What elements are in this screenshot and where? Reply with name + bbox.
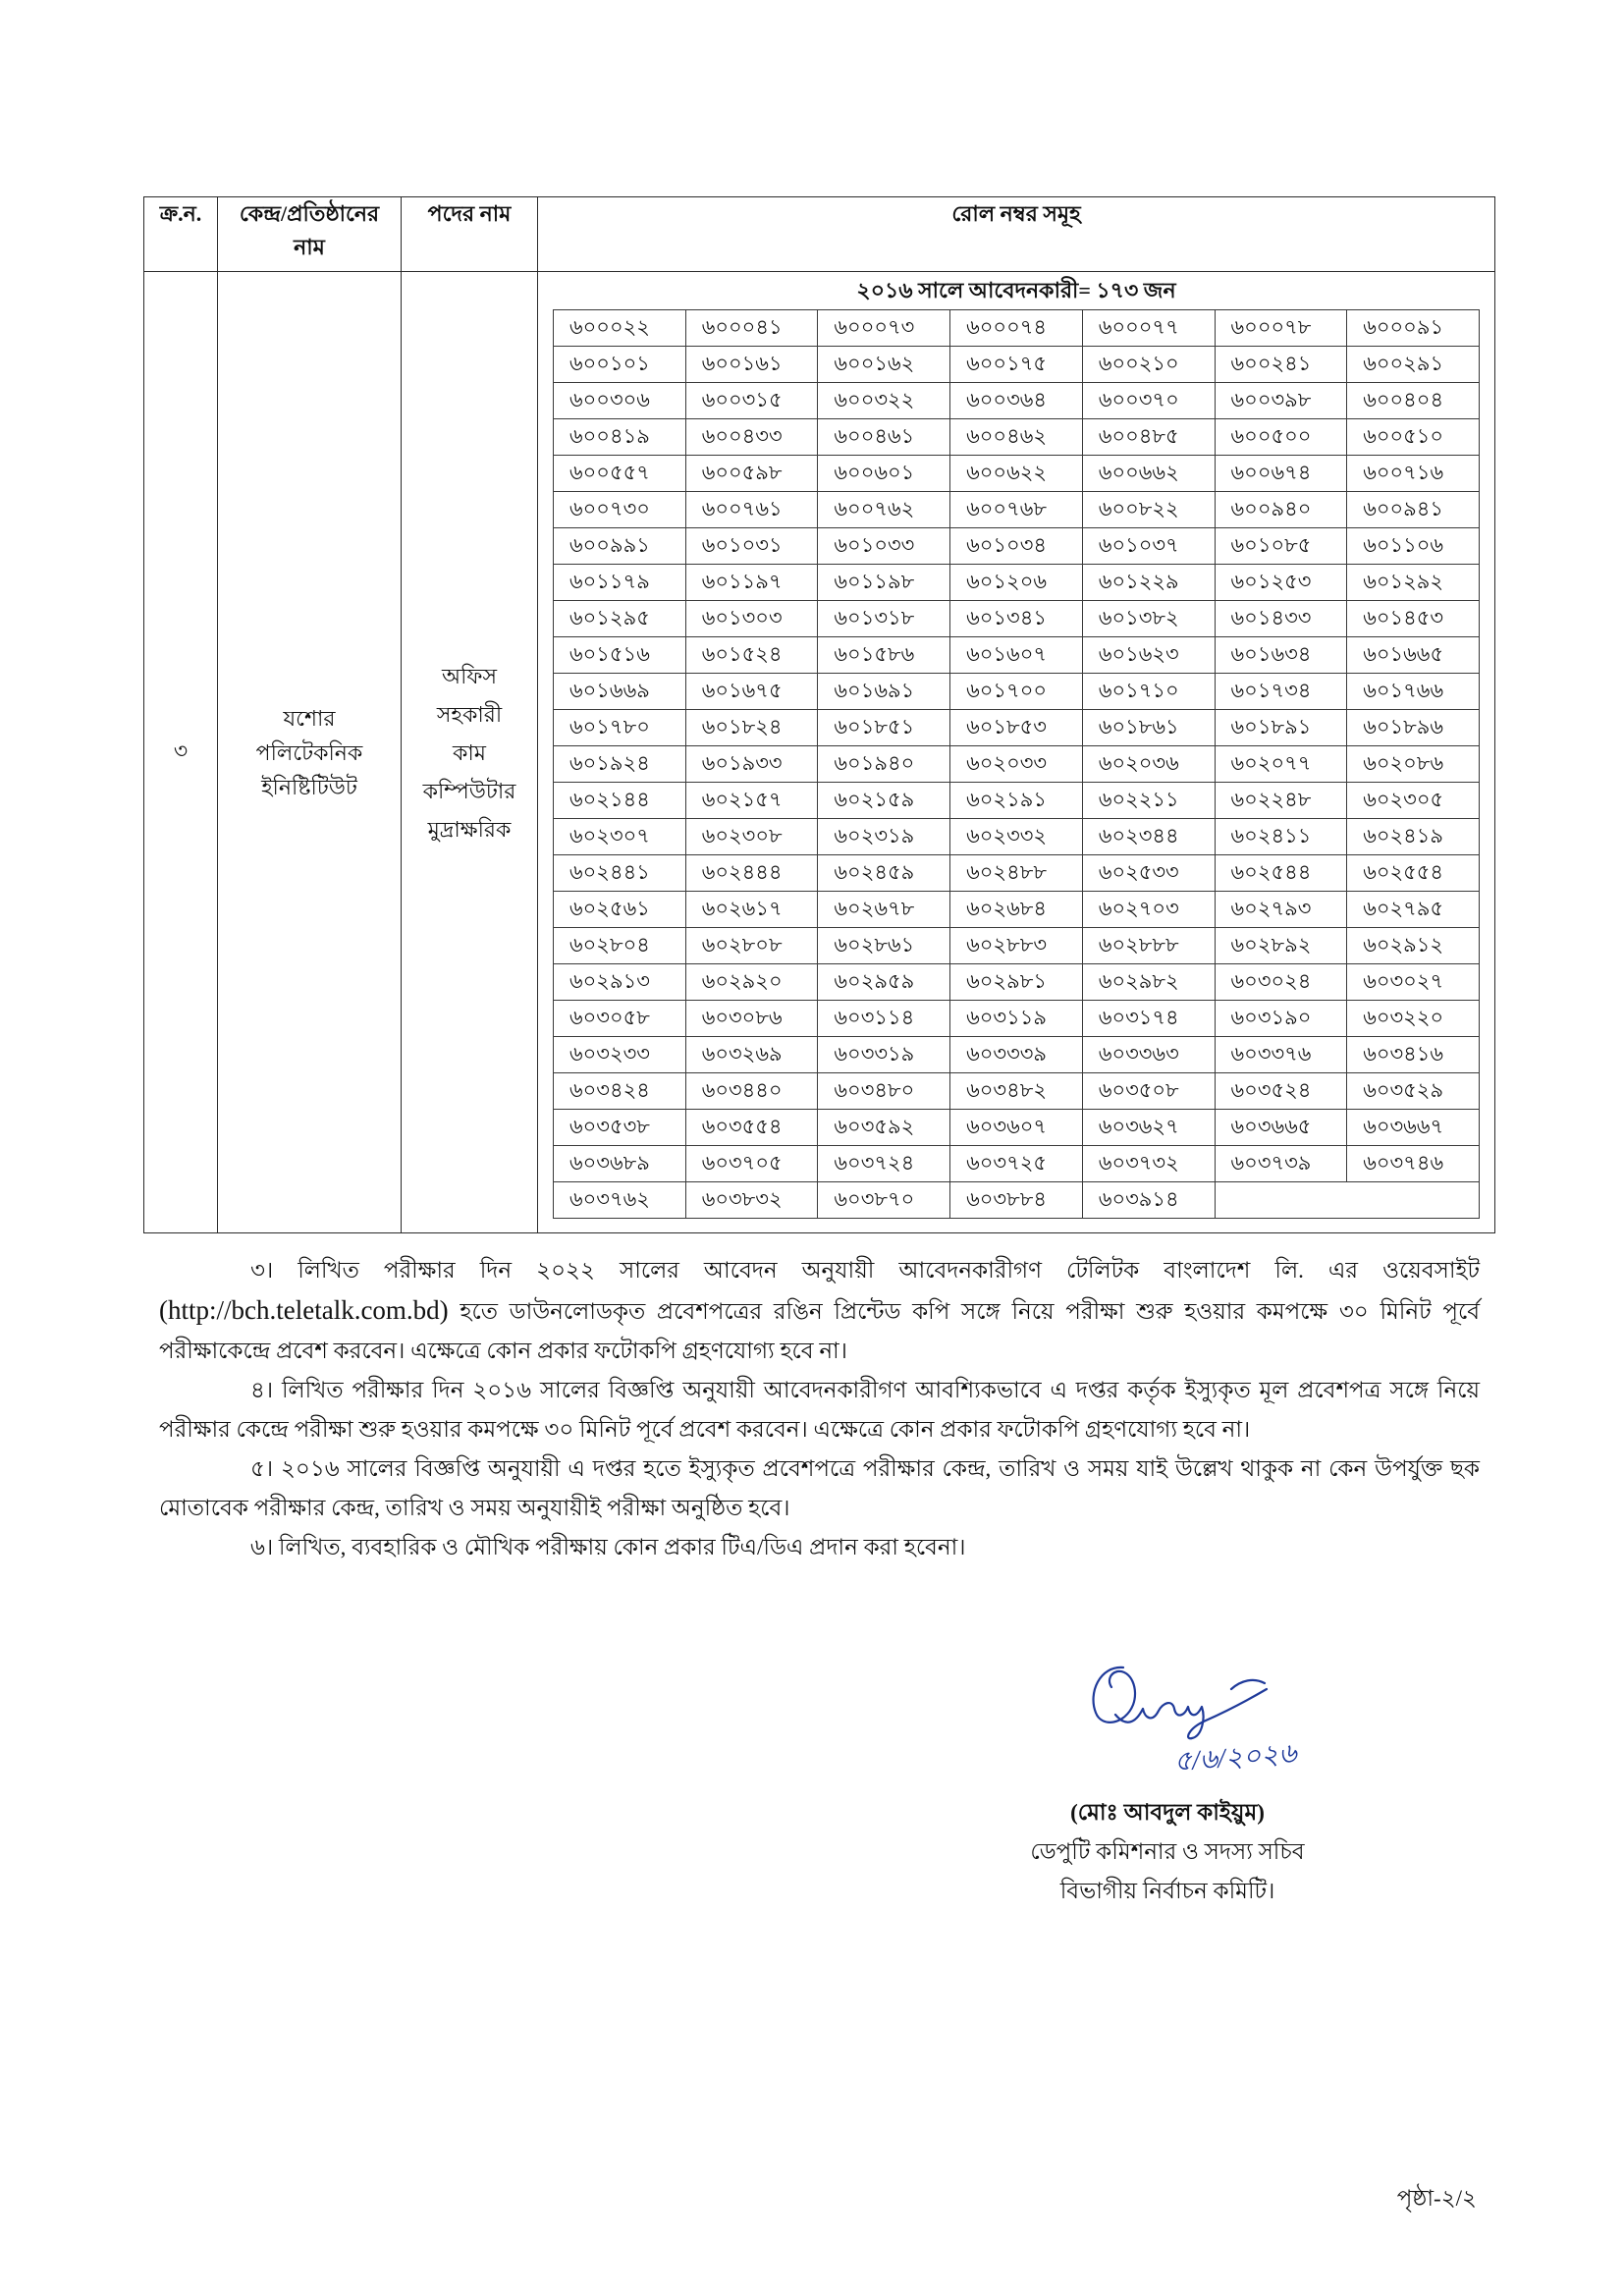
roll-number-cell: ৬০২৩০৫: [1347, 783, 1480, 819]
roll-number-row: [554, 1073, 1480, 1110]
roll-number-cell: ৬০২৩৩২: [950, 819, 1083, 855]
roll-number-cell: ৬০৩৫০৮: [1082, 1073, 1215, 1110]
roll-number-cell: ৬০৩৮৩২: [685, 1182, 818, 1219]
roll-number-cell: ৬০০০৭৮: [1215, 310, 1347, 347]
roll-number-cell: ৬০৩৩৭৬: [1215, 1037, 1347, 1073]
roll-number-cell: ৬০০৭৬২: [818, 492, 950, 528]
roll-number-cell: ৬০১৬০৭: [950, 637, 1083, 674]
roll-number-cell: ৬০০০৪১: [685, 310, 818, 347]
roll-number-cell: ৬০৩০২৭: [1347, 964, 1480, 1001]
roll-number-cell: ৬০১৬৭৫: [685, 674, 818, 710]
roll-number-cell: ৬০০৪৮৫: [1082, 419, 1215, 456]
signature-stroke: [1115, 1689, 1267, 1738]
roll-number-cell: ৬০২৬১৭: [685, 892, 818, 928]
roll-number-cell: ৬০১১৯৮: [818, 565, 950, 601]
roll-number-empty-cell: [1215, 1182, 1479, 1219]
roll-number-cell: ৬০১৭৮০: [554, 710, 686, 746]
roll-number-cell: ৬০০৯৯১: [554, 528, 686, 565]
roll-number-cell: ৬০০৪১৯: [554, 419, 686, 456]
roll-number-cell: ৬০২৯১২: [1347, 928, 1480, 964]
signatory-designation: ডেপুটি কমিশনার ও সদস্য সচিব: [1030, 1839, 1305, 1864]
center-name: [218, 272, 402, 1233]
roll-number-cell: ৬০১৭১০: [1082, 674, 1215, 710]
roll-number-cell: ৬০০৩০৬: [554, 383, 686, 419]
roll-number-cell: ৬০০০৭৪: [950, 310, 1083, 347]
roll-number-cell: ৬০২৮০৪: [554, 928, 686, 964]
roll-number-row: [554, 310, 1480, 347]
roll-number-cell: ৬০৩৪১৬: [1347, 1037, 1480, 1073]
roll-number-cell: ৬০৩৫২৪: [1215, 1073, 1347, 1110]
roll-number-cell: ৬০২৪৫৯: [818, 855, 950, 892]
roll-number-cell: ৬০১২২৯: [1082, 565, 1215, 601]
signature-stroke: [1094, 1667, 1135, 1722]
roll-number-cell: ৬০১৮৫৩: [950, 710, 1083, 746]
roll-number-row: [554, 746, 1480, 783]
roll-number-cell: ৬০০৬২২: [950, 456, 1083, 492]
roll-number-cell: ৬০২৮০৮: [685, 928, 818, 964]
roll-number-row: [554, 928, 1480, 964]
applicants-heading: ২০১৬ সালে আবেদনকারী= ১৭৩ জন: [856, 278, 1176, 302]
roll-number-cell: ৬০১৮৯৬: [1347, 710, 1480, 746]
post-name-line: মুদ্রাক্ষরিক: [427, 816, 512, 842]
roll-number-cell: ৬০৩৬৮৯: [554, 1146, 686, 1182]
roll-number-cell: ৬০১৫৮৬: [818, 637, 950, 674]
roll-number-cell: ৬০২৯৮২: [1082, 964, 1215, 1001]
roll-number-cell: ৬০১৯৩৩: [685, 746, 818, 783]
roll-number-cell: ৬০৩৮৭০: [818, 1182, 950, 1219]
header-center-name-line: কেন্দ্র/প্রতিষ্ঠানের: [239, 201, 380, 226]
header-roll-numbers: রোল নম্বর সমূহ: [538, 197, 1495, 272]
roll-number-cell: ৬০৩৬০৭: [950, 1110, 1083, 1146]
roll-number-cell: ৬০১৬২৩: [1082, 637, 1215, 674]
roll-number-cell: ৬০১১০৬: [1347, 528, 1480, 565]
roll-number-cell: ৬০১০৩৪: [950, 528, 1083, 565]
post-name-line: কাম: [453, 739, 486, 765]
roll-number-cell: ৬০৩৫২৯: [1347, 1073, 1480, 1110]
header-serial: ক্র.ন.: [144, 197, 218, 272]
roll-number-cell: ৬০১২৫৩: [1215, 565, 1347, 601]
roll-number-cell: ৬০২৯২০: [685, 964, 818, 1001]
roll-number-cell: ৬০১৩৮২: [1082, 601, 1215, 637]
roll-number-cell: ৬০৩০৫৮: [554, 1001, 686, 1037]
roll-number-cell: ৬০০৫৯৮: [685, 456, 818, 492]
roll-number-cell: ৬০২১৫৯: [818, 783, 950, 819]
roll-number-cell: ৬০০১৬২: [818, 347, 950, 383]
roll-number-cell: ৬০২২৪৮: [1215, 783, 1347, 819]
roll-number-cell: ৬০১০৩৭: [1082, 528, 1215, 565]
roll-number-cell: ৬০০৫৫৭: [554, 456, 686, 492]
roll-number-cell: ৬০০৭৬১: [685, 492, 818, 528]
roll-number-cell: ৬০৩৭০৫: [685, 1146, 818, 1182]
post-name: [402, 272, 538, 1233]
roll-number-cell: ৬০৩১১৪: [818, 1001, 950, 1037]
instruction-text: হতে ডাউনলোডকৃত প্রবেশপত্রের রঙিন প্রিন্টেড কপি সঙ্গে নিয়ে পরীক্ষা শুরু হওয়ার কমপক্ষে ৩০ মিনিট পূর্বে পরীক্ষাকেন্দ্রে প্রবেশ করবেন। এক্ষেত্রে কোন প্রকার ফটোকপি গ্রহণযোগ্য হবে না।: [159, 1299, 1480, 1363]
instruction-paragraph-6: ৬। লিখিত, ব্যবহারিক ও মৌখিক পরীক্ষায় কোন প্রকার টিএ/ডিএ প্রদান করা হবেনা।: [250, 1535, 966, 1559]
roll-number-cell: ৬০১৮২৪: [685, 710, 818, 746]
roll-number-row: [554, 1110, 1480, 1146]
roll-number-cell: ৬০২৪৪১: [554, 855, 686, 892]
roll-number-cell: ৬০১৭০০: [950, 674, 1083, 710]
roll-number-cell: ৬০০৮২২: [1082, 492, 1215, 528]
roll-number-row: [554, 892, 1480, 928]
post-name-line: কম্পিউটার: [422, 778, 516, 803]
roll-number-cell: ৬০১৬৬৯: [554, 674, 686, 710]
exam-center-table: [143, 196, 1495, 1233]
roll-number-cell: ৬০০১৭৫: [950, 347, 1083, 383]
roll-number-cell: ৬০১৪৩৩: [1215, 601, 1347, 637]
roll-number-cell: ৬০১২৯৫: [554, 601, 686, 637]
roll-number-cell: ৬০২৬৭৮: [818, 892, 950, 928]
roll-number-cell: ৬০২৫৩৩: [1082, 855, 1215, 892]
roll-number-cell: ৬০২৩০৮: [685, 819, 818, 855]
instruction-paragraph-5: ৫। ২০১৬ সালের বিজ্ঞপ্তি অনুযায়ী এ দপ্তর হতে ইস্যুকৃত প্রবেশপত্রে পরীক্ষার কেন্দ্র, তারিখ ও সময় যাই উল্লেখ থাকুক না কেন উপর্যুক্ত ছক মোতাবেক পরীক্ষার কেন্দ্র, তারিখ ও সময় অনুযায়ীই পরীক্ষা অনুষ্ঠিত হবে।: [159, 1456, 1480, 1520]
roll-number-cell: ৬০০৩১৫: [685, 383, 818, 419]
signature-date: ৫/৬/২০২৬: [1172, 1738, 1298, 1777]
roll-number-cell: ৬০০৯৪১: [1347, 492, 1480, 528]
roll-number-cell: ৬০২৭৯৩: [1215, 892, 1347, 928]
roll-number-cell: ৬০২১৫৭: [685, 783, 818, 819]
roll-number-cell: ৬০০০৭৭: [1082, 310, 1215, 347]
roll-number-cell: ৬০২২১১: [1082, 783, 1215, 819]
roll-number-cell: ৬০৩৪২৪: [554, 1073, 686, 1110]
roll-number-cell: ৬০০৯৪০: [1215, 492, 1347, 528]
website-url: (http://bch.teletalk.com.bd): [159, 1295, 449, 1325]
instruction-text: ৩। লিখিত পরীক্ষার দিন ২০২২ সালের আবেদন অনুযায়ী আবেদনকারীগণ টেলিটক বাংলাদেশ লি. এর ওয়েবসাইট: [250, 1258, 1480, 1283]
roll-number-cell: ৬০১৩৪১: [950, 601, 1083, 637]
roll-number-row: [554, 601, 1480, 637]
roll-number-cell: ৬০২৩১৯: [818, 819, 950, 855]
post-name-line: অফিস: [442, 663, 497, 688]
roll-number-grid-body: [554, 310, 1480, 1219]
roll-number-cell: ৬০১১৯৭: [685, 565, 818, 601]
roll-number-cell: ৬০০০৭৩: [818, 310, 950, 347]
roll-number-row: [554, 783, 1480, 819]
roll-number-cell: ৬০০১০১: [554, 347, 686, 383]
roll-number-cell: ৬০০৬৬২: [1082, 456, 1215, 492]
roll-number-row: [554, 347, 1480, 383]
roll-number-cell: ৬০১৬৩৪: [1215, 637, 1347, 674]
table-header-row: [144, 197, 1495, 272]
roll-number-cell: ৬০২৮৯২: [1215, 928, 1347, 964]
roll-number-cell: ৬০৩১৭৪: [1082, 1001, 1215, 1037]
roll-number-cell: ৬০২০৮৬: [1347, 746, 1480, 783]
roll-number-cell: ৬০৩৬৬৭: [1347, 1110, 1480, 1146]
roll-number-cell: ৬০১৭৬৬: [1347, 674, 1480, 710]
roll-number-cell: ৬০০৩৯৮: [1215, 383, 1347, 419]
roll-number-cell: ৬০২১৯১: [950, 783, 1083, 819]
roll-number-cell: ৬০০৬০১: [818, 456, 950, 492]
roll-number-cell: ৬০১৩০৩: [685, 601, 818, 637]
roll-number-cell: ৬০১৪৫৩: [1347, 601, 1480, 637]
roll-number-cell: ৬০০৭৬৮: [950, 492, 1083, 528]
center-name-line: ইনিষ্টিটিউট: [261, 774, 357, 799]
roll-number-row: [554, 964, 1480, 1001]
roll-number-cell: ৬০৩৪৪০: [685, 1073, 818, 1110]
roll-number-cell: ৬০৩৫৫৪: [685, 1110, 818, 1146]
roll-number-cell: ৬০২৪৮৮: [950, 855, 1083, 892]
roll-numbers-cell: [538, 272, 1495, 1233]
roll-number-cell: ৬০৩১৯০: [1215, 1001, 1347, 1037]
roll-number-cell: ৬০০৪৬২: [950, 419, 1083, 456]
roll-number-cell: ৬০২০৩৩: [950, 746, 1083, 783]
roll-number-row: [554, 1037, 1480, 1073]
roll-number-cell: ৬০৩৭৪৬: [1347, 1146, 1480, 1182]
roll-number-row: [554, 565, 1480, 601]
instructions: [159, 1251, 1480, 1567]
roll-number-cell: ৬০১৮৬১: [1082, 710, 1215, 746]
roll-number-cell: ৬০১২০৬: [950, 565, 1083, 601]
roll-number-cell: ৬০১০৩৩: [818, 528, 950, 565]
header-center-name-line: নাম: [294, 235, 325, 259]
roll-number-cell: ৬০০৬৭৪: [1215, 456, 1347, 492]
signatory-name: (মোঃ আবদুল কাইয়ুম): [1070, 1800, 1265, 1825]
roll-number-cell: ৬০০২৯১: [1347, 347, 1480, 383]
roll-number-cell: ৬০৩৭৩৯: [1215, 1146, 1347, 1182]
roll-number-cell: ৬০৩৩৩৯: [950, 1037, 1083, 1073]
roll-number-cell: ৬০২৫৪৪: [1215, 855, 1347, 892]
page-number: পৃষ্ঠা-২/২: [1396, 2186, 1477, 2211]
roll-number-cell: ৬০৩৭৬২: [554, 1182, 686, 1219]
roll-number-cell: ৬০০২৪১: [1215, 347, 1347, 383]
roll-number-cell: ৬০৩১১৯: [950, 1001, 1083, 1037]
roll-number-cell: ৬০৩৭৩২: [1082, 1146, 1215, 1182]
roll-number-cell: ৬০৩৪৮২: [950, 1073, 1083, 1110]
roll-number-cell: ৬০২৮৮৩: [950, 928, 1083, 964]
roll-number-cell: ৬০১৬৬৫: [1347, 637, 1480, 674]
roll-number-cell: ৬০২৫৫৪: [1347, 855, 1480, 892]
roll-number-cell: ৬০২৯১৩: [554, 964, 686, 1001]
roll-number-cell: ৬০১২৯২: [1347, 565, 1480, 601]
roll-number-cell: ৬০১৯২৪: [554, 746, 686, 783]
roll-number-cell: ৬০৩২২০: [1347, 1001, 1480, 1037]
roll-number-cell: ৬০১৭৩৪: [1215, 674, 1347, 710]
roll-number-row: [554, 456, 1480, 492]
roll-number-row: [554, 710, 1480, 746]
roll-number-cell: ৬০২৪১৯: [1347, 819, 1480, 855]
roll-number-cell: ৬০১১৭৯: [554, 565, 686, 601]
header-post-name: পদের নাম: [402, 197, 538, 272]
roll-number-cell: ৬০২৭৯৫: [1347, 892, 1480, 928]
header-center-name: [218, 197, 402, 272]
roll-number-cell: ৬০৩৩১৯: [818, 1037, 950, 1073]
center-name-line: যশোর: [283, 705, 336, 731]
roll-number-cell: ৬০১৯৪০: [818, 746, 950, 783]
signatory-block: [971, 1793, 1364, 1911]
roll-number-grid: [553, 309, 1480, 1219]
roll-number-row: [554, 1182, 1480, 1219]
table-row: [144, 272, 1495, 1233]
roll-number-cell: ৬০২১৪৪: [554, 783, 686, 819]
roll-number-cell: ৬০১৮৯১: [1215, 710, 1347, 746]
signatory-committee: বিভাগীয় নির্বাচন কমিটি।: [1059, 1879, 1275, 1903]
roll-number-cell: ৬০৩২৩৩: [554, 1037, 686, 1073]
roll-number-row: [554, 1001, 1480, 1037]
center-name-line: পলিটেকনিক: [255, 739, 363, 765]
roll-number-cell: ৬০২৭০৩: [1082, 892, 1215, 928]
roll-number-cell: ৬০০৪০৪: [1347, 383, 1480, 419]
roll-number-cell: ৬০২৬৮৪: [950, 892, 1083, 928]
roll-number-cell: ৬০২০৩৬: [1082, 746, 1215, 783]
roll-number-row: [554, 1146, 1480, 1182]
roll-number-cell: ৬০০০৯১: [1347, 310, 1480, 347]
roll-number-cell: ৬০০৫১০: [1347, 419, 1480, 456]
roll-number-cell: ৬০২৪৪৪: [685, 855, 818, 892]
roll-number-cell: ৬০৩৬২৭: [1082, 1110, 1215, 1146]
roll-number-cell: ৬০১৮৫১: [818, 710, 950, 746]
serial-number: ৩: [144, 272, 218, 1233]
roll-number-cell: ৬০৩৩৬৩: [1082, 1037, 1215, 1073]
roll-number-cell: ৬০০৪৬১: [818, 419, 950, 456]
roll-number-row: [554, 419, 1480, 456]
roll-number-cell: ৬০২৮৬১: [818, 928, 950, 964]
roll-number-cell: ৬০০৭১৬: [1347, 456, 1480, 492]
roll-number-cell: ৬০৩০৮৬: [685, 1001, 818, 1037]
roll-number-cell: ৬০১০৩১: [685, 528, 818, 565]
roll-number-row: [554, 819, 1480, 855]
signature-stroke: [1231, 1680, 1265, 1689]
roll-number-row: [554, 492, 1480, 528]
roll-number-cell: ৬০২৩০৭: [554, 819, 686, 855]
roll-number-cell: ৬০৩০২৪: [1215, 964, 1347, 1001]
roll-number-row: [554, 855, 1480, 892]
roll-number-cell: ৬০০৫০০: [1215, 419, 1347, 456]
roll-number-cell: ৬০৩২৬৯: [685, 1037, 818, 1073]
roll-number-cell: ৬০২০৭৭: [1215, 746, 1347, 783]
roll-number-cell: ৬০১৬৯১: [818, 674, 950, 710]
roll-number-row: [554, 383, 1480, 419]
roll-number-cell: ৬০১৫১৬: [554, 637, 686, 674]
roll-number-cell: ৬০০৩২২: [818, 383, 950, 419]
roll-number-cell: ৬০২৯৮১: [950, 964, 1083, 1001]
roll-number-cell: ৬০৩৭২৪: [818, 1146, 950, 1182]
roll-number-cell: ৬০২৪১১: [1215, 819, 1347, 855]
roll-number-cell: ৬০৩৯১৪: [1082, 1182, 1215, 1219]
roll-number-cell: ৬০৩৬৬৫: [1215, 1110, 1347, 1146]
roll-number-cell: ৬০২৫৬১: [554, 892, 686, 928]
instruction-paragraph-3: [159, 1251, 1480, 1371]
post-name-line: সহকারী: [436, 701, 503, 727]
signature-scribble: [1086, 1654, 1272, 1744]
roll-number-row: [554, 674, 1480, 710]
roll-number-row: [554, 528, 1480, 565]
roll-number-row: [554, 637, 1480, 674]
roll-number-cell: ৬০২৮৮৮: [1082, 928, 1215, 964]
roll-number-cell: ৬০০৭৩০: [554, 492, 686, 528]
roll-number-cell: ৬০১০৮৫: [1215, 528, 1347, 565]
roll-number-cell: ৬০০০২২: [554, 310, 686, 347]
instruction-paragraph-4: ৪। লিখিত পরীক্ষার দিন ২০১৬ সালের বিজ্ঞপ্তি অনুযায়ী আবেদনকারীগণ আবশ্যিকভাবে এ দপ্তর কর্তৃক ইস্যুকৃত মূল প্রবেশপত্র সঙ্গে নিয়ে পরীক্ষার কেন্দ্রে পরীক্ষা শুরু হওয়ার কমপক্ষে ৩০ মিনিট পূর্বে প্রবেশ করবেন। এক্ষেত্রে কোন প্রকার ফটোকপি গ্রহণযোগ্য হবে না।: [159, 1378, 1480, 1442]
roll-number-cell: ৬০১৩১৮: [818, 601, 950, 637]
roll-number-cell: ৬০৩৫৩৮: [554, 1110, 686, 1146]
roll-number-cell: ৬০২৯৫৯: [818, 964, 950, 1001]
roll-number-cell: ৬০০৩৭০: [1082, 383, 1215, 419]
roll-number-cell: ৬০০১৬১: [685, 347, 818, 383]
roll-number-cell: ৬০০২১০: [1082, 347, 1215, 383]
roll-number-cell: ৬০৩৭২৫: [950, 1146, 1083, 1182]
roll-number-cell: ৬০১৫২৪: [685, 637, 818, 674]
roll-number-cell: ৬০৩৮৮৪: [950, 1182, 1083, 1219]
roll-number-cell: ৬০৩৪৮০: [818, 1073, 950, 1110]
roll-number-cell: ৬০২৩৪৪: [1082, 819, 1215, 855]
roll-number-cell: ৬০০৪৩৩: [685, 419, 818, 456]
roll-number-cell: ৬০০৩৬৪: [950, 383, 1083, 419]
roll-number-cell: ৬০৩৫৯২: [818, 1110, 950, 1146]
